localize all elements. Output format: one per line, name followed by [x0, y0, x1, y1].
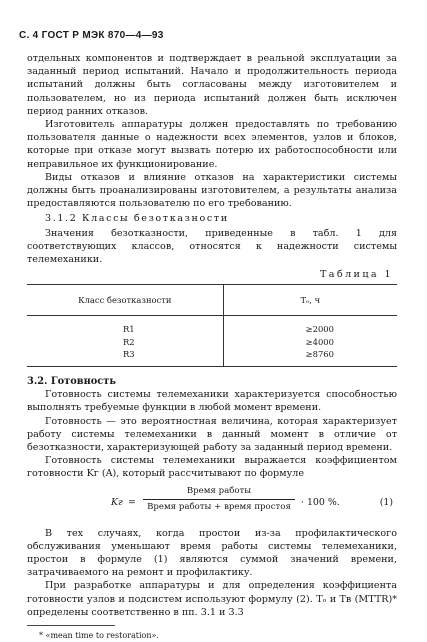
formula-equals: = — [128, 496, 136, 508]
table-cell-class: R3 — [27, 348, 223, 366]
table-row — [27, 336, 397, 349]
paragraph-manufacturer-data: Изготовитель аппаратуры должен предоставлять по требованию пользователя данные о надежности всех элементов, узлов и блоков, которые при отказе могут вызвать потерю их работоспособности или неправильное их функционирование. — [27, 119, 397, 170]
page-header: С. 4 ГОСТ Р МЭК 870—4—93 — [19, 30, 164, 41]
paragraph-availability-def: Готовность системы телемеханики характеризуется способностью выполнять требуемые функции в любой момент времени. — [27, 389, 397, 414]
table-cell-class: R1 — [27, 316, 223, 336]
table-row — [27, 316, 397, 336]
table-header-value: Tₒ, ч — [223, 285, 397, 316]
paragraph-formula2: При разработке аппаратуры и для определения коэффициента готовности узлов и подсистем используют формулу (2). Tₒ и Tв (MTTR)* определены соответственно в пп. 3.1 и 3.3 — [27, 580, 397, 618]
reliability-table — [27, 284, 397, 367]
paragraph-maintenance: В тех случаях, когда простои из-за профилактического обслуживания уменьшают время работы системы телемеханики, простои в формуле (1) являются суммой значений времени, затрачиваемого на ремонт и профилактику. — [27, 527, 397, 579]
table-header-class: Класс безотказности — [27, 285, 223, 316]
formula-availability — [27, 485, 397, 521]
table-row — [27, 348, 397, 366]
document-body — [27, 52, 397, 642]
formula-denominator: Время работы + время простоя — [147, 501, 291, 512]
table-cell-class: R2 — [27, 336, 223, 349]
table-cell-value: ≥8760 — [305, 349, 334, 360]
paragraph-availability-prob: Готовность — это вероятностная величина, которая характеризует работу системы телемеханики в данный момент в отличие от безотказности, характеризующей работу за заданный период времени. — [27, 415, 397, 453]
table-label: Таблица 1 — [319, 269, 393, 281]
footnote: * «mean time to restoration». — [39, 631, 159, 640]
formula-multiplier: · 100 %. — [301, 496, 340, 508]
formula-fraction — [143, 485, 295, 514]
paragraph-continuation: отдельных компонентов и подтверждает в реальной эксплуатации за заданный период испытаний. Начало и продолжительность периода испытаний должны быть согласованы между изготовителем и пользователем, но из периода испытаний должен быть исключен период ранних отказов. — [27, 53, 397, 117]
formula-lhs: Kг — [111, 496, 123, 508]
paragraph-failure-analysis: Виды отказов и влияние отказов на характеристики системы должны быть проанализированы изготовителем, а результаты анализа предоставляются пользователю по его требованию. — [27, 171, 397, 210]
paragraph-table-intro: Значения безотказности, приведенные в табл. 1 для соответствующих классов, относятся к надежности системы телемеханики. — [27, 227, 397, 266]
footnote-divider — [27, 625, 115, 626]
formula-numerator: Время работы — [143, 485, 295, 500]
section-heading-availability: 3.2. Готовность — [27, 375, 116, 387]
table-cell-value: ≥2000 — [305, 324, 334, 335]
formula-number: (1) — [379, 496, 393, 508]
subsection-heading-reliability-classes: 3.1.2 Классы безотказности — [45, 213, 229, 225]
table-header-row — [27, 285, 397, 316]
paragraph-availability-coef: Готовность системы телемеханики выражается коэффициентом готовности Kг (A), который рассчитывают по формуле — [27, 455, 397, 480]
table-cell-value: ≥4000 — [305, 336, 334, 347]
